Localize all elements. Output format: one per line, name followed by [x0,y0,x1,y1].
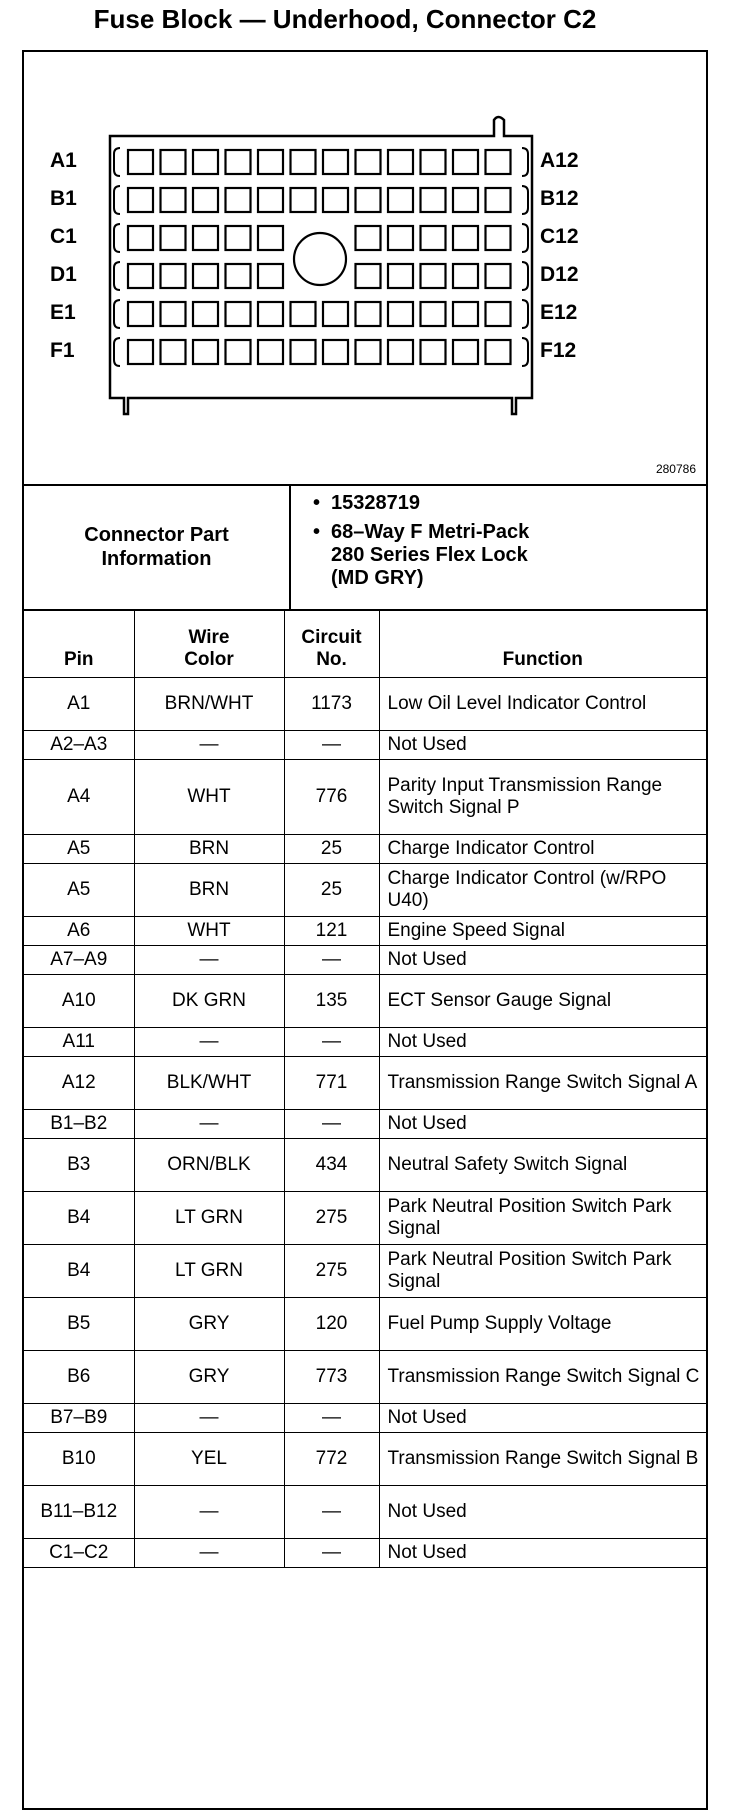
terminal-cavity [356,264,381,288]
row-label-left: E1 [50,301,76,324]
terminal-cavity [161,150,186,174]
connector-face-drawing [24,52,706,484]
terminal-cavity [453,264,478,288]
cell-function: Charge Indicator Control (w/RPO U40) [379,864,706,917]
cell-pin: A6 [24,917,134,946]
terminal-cavity [193,226,218,250]
cell-function: Low Oil Level Indicator Control [379,678,706,731]
cell-function: Charge Indicator Control [379,835,706,864]
terminal-cavity [161,264,186,288]
terminal-cavity [193,340,218,364]
cell-function: Neutral Safety Switch Signal [379,1139,706,1192]
terminal-cavity [486,150,511,174]
table-row [24,760,706,835]
terminal-cavity [193,302,218,326]
terminal-cavity [323,188,348,212]
connector-housing-outline [110,117,532,414]
table-row [24,917,706,946]
cell-circuit: 275 [284,1245,379,1298]
cell-function: Not Used [379,731,706,760]
cell-pin: A7–A9 [24,946,134,975]
row-label-right: D12 [540,263,579,286]
table-row [24,1351,706,1404]
cell-function: Not Used [379,1110,706,1139]
terminal-cavity [226,264,251,288]
left-latch-bracket [114,186,120,214]
connector-info-label-line1: Connector Part [84,523,229,546]
cell-pin: A5 [24,835,134,864]
cell-pin: A4 [24,760,134,835]
table-row [24,678,706,731]
cell-circuit: 25 [284,864,379,917]
cell-function: Transmission Range Switch Signal C [379,1351,706,1404]
header-circuit-line2: No. [316,649,347,670]
cell-circuit: — [284,1539,379,1568]
table-row [24,1057,706,1110]
terminal-cavity [193,264,218,288]
row-label-left: C1 [50,225,77,248]
terminal-cavity [356,340,381,364]
terminal-cavity [388,264,413,288]
part-number: • 15328719 [331,492,706,515]
cell-circuit: — [284,1486,379,1539]
table-row [24,1433,706,1486]
terminal-cavity [388,150,413,174]
cell-circuit: — [284,731,379,760]
terminal-cavity [161,188,186,212]
connector-desc-line2: 280 Series Flex Lock [331,544,528,566]
terminal-cavity [388,188,413,212]
terminal-cavity [453,340,478,364]
cell-function: Not Used [379,1404,706,1433]
cell-pin: B4 [24,1245,134,1298]
cell-pin: B1–B2 [24,1110,134,1139]
row-label-right: B12 [540,187,579,210]
cell-circuit: 135 [284,975,379,1028]
terminal-cavity [388,302,413,326]
cell-wire-color: BRN [134,864,284,917]
terminal-cavity [486,340,511,364]
terminal-cavity [323,340,348,364]
terminal-cavity [421,188,446,212]
left-latch-bracket [114,262,120,290]
header-circuit-no [284,609,379,678]
cell-pin: A5 [24,864,134,917]
terminal-cavity [388,340,413,364]
table-row [24,1404,706,1433]
cell-wire-color: BLK/WHT [134,1057,284,1110]
header-function: Function [379,609,706,678]
cell-wire-color: — [134,1028,284,1057]
cell-function: Transmission Range Switch Signal A [379,1057,706,1110]
cell-circuit: 121 [284,917,379,946]
cell-circuit: 1173 [284,678,379,731]
terminal-cavity [453,150,478,174]
terminal-cavity [291,188,316,212]
center-locking-post [294,233,346,285]
table-row [24,864,706,917]
table-header-row [24,609,706,678]
terminal-cavity [486,264,511,288]
terminal-cavity [356,188,381,212]
cell-wire-color: GRY [134,1351,284,1404]
terminal-cavity [421,226,446,250]
connector-description [331,521,706,590]
header-wire-color-line1: Wire [188,627,230,648]
table-row [24,975,706,1028]
cell-wire-color: LT GRN [134,1245,284,1298]
header-pin: Pin [24,609,134,678]
table-row [24,835,706,864]
terminal-cavity [258,150,283,174]
cell-circuit: — [284,1028,379,1057]
cell-circuit: 776 [284,760,379,835]
figure-number: 280786 [655,462,696,476]
table-row [24,1298,706,1351]
table-row [24,1028,706,1057]
terminal-cavity [128,226,153,250]
table-row [24,1110,706,1139]
terminal-cavity [161,340,186,364]
terminal-cavity [226,302,251,326]
cell-function: Not Used [379,1486,706,1539]
terminal-cavity [356,302,381,326]
row-label-right: F12 [540,339,577,362]
cell-wire-color: ORN/BLK [134,1139,284,1192]
cell-wire-color: YEL [134,1433,284,1486]
cell-pin: A11 [24,1028,134,1057]
terminal-cavity [258,302,283,326]
cell-wire-color: — [134,1539,284,1568]
terminal-cavity [323,150,348,174]
cell-circuit: — [284,946,379,975]
left-latch-bracket [114,338,120,366]
cell-wire-color: WHT [134,760,284,835]
terminal-cavity [388,226,413,250]
cell-wire-color: — [134,1404,284,1433]
cell-function: Parity Input Transmission Range Switch Signal P [379,760,706,835]
cell-wire-color: — [134,1110,284,1139]
cell-circuit: — [284,1404,379,1433]
cell-function: Engine Speed Signal [379,917,706,946]
header-circuit-line1: Circuit [301,627,362,648]
cell-function: Not Used [379,1539,706,1568]
terminal-cavity [128,302,153,326]
cell-function: Park Neutral Position Switch Park Signal [379,1192,706,1245]
connector-info-values [291,484,706,609]
right-latch-bracket [522,262,528,290]
cell-wire-color: BRN/WHT [134,678,284,731]
terminal-cavity [226,150,251,174]
cell-wire-color: DK GRN [134,975,284,1028]
terminal-cavity [421,150,446,174]
terminal-cavity [486,188,511,212]
terminal-cavity [323,302,348,326]
cell-circuit: — [284,1110,379,1139]
cell-pin: B5 [24,1298,134,1351]
cell-pin: B6 [24,1351,134,1404]
terminal-cavity [453,226,478,250]
cell-function: Not Used [379,1028,706,1057]
cell-wire-color: GRY [134,1298,284,1351]
terminal-cavity [291,340,316,364]
terminal-cavity [128,264,153,288]
right-latch-bracket [522,300,528,328]
cell-pin: C1–C2 [24,1539,134,1568]
terminal-cavity [161,226,186,250]
terminal-cavity [258,226,283,250]
cell-wire-color: LT GRN [134,1192,284,1245]
cell-circuit: 772 [284,1433,379,1486]
row-label-left: F1 [50,339,75,362]
cell-function: Park Neutral Position Switch Park Signal [379,1245,706,1298]
terminal-cavity [486,226,511,250]
cell-wire-color: — [134,1486,284,1539]
row-label-right: E12 [540,301,578,324]
terminal-cavity [193,150,218,174]
left-latch-bracket [114,148,120,176]
terminal-cavity [193,188,218,212]
terminal-cavity [226,226,251,250]
terminal-cavity [421,302,446,326]
cell-pin: B3 [24,1139,134,1192]
table-row [24,1139,706,1192]
connector-part-information [24,484,706,611]
terminal-cavity [128,340,153,364]
table-row [24,731,706,760]
connector-desc-line3: (MD GRY) [331,567,424,589]
cell-function: ECT Sensor Gauge Signal [379,975,706,1028]
cell-wire-color: — [134,731,284,760]
terminal-cavity [128,150,153,174]
header-wire-color-line2: Color [184,649,234,670]
page-title: Fuse Block — Underhood, Connector C2 [93,4,597,34]
right-latch-bracket [522,338,528,366]
terminal-cavity [356,150,381,174]
table-row [24,1245,706,1298]
cell-pin: A10 [24,975,134,1028]
row-label-left: B1 [50,187,77,210]
cell-wire-color: BRN [134,835,284,864]
cell-circuit: 120 [284,1298,379,1351]
cell-pin: A12 [24,1057,134,1110]
cell-pin: B10 [24,1433,134,1486]
cell-wire-color: WHT [134,917,284,946]
terminal-cavity [291,150,316,174]
terminal-cavity [453,188,478,212]
cell-function: Fuel Pump Supply Voltage [379,1298,706,1351]
cell-circuit: 25 [284,835,379,864]
terminal-cavity [421,340,446,364]
cell-pin: B11–B12 [24,1486,134,1539]
connector-desc-line1: • 68–Way F Metri-Pack [331,521,530,543]
cell-pin: B7–B9 [24,1404,134,1433]
table-row [24,1486,706,1539]
terminal-cavity [421,264,446,288]
terminal-cavity [291,302,316,326]
left-latch-bracket [114,224,120,252]
right-latch-bracket [522,224,528,252]
table-row [24,1192,706,1245]
terminal-cavity [486,302,511,326]
row-label-right: A12 [540,149,579,172]
pinout-table [24,609,706,1568]
right-latch-bracket [522,186,528,214]
terminal-cavity [258,340,283,364]
cell-circuit: 275 [284,1192,379,1245]
right-latch-bracket [522,148,528,176]
header-wire-color [134,609,284,678]
table-row [24,1539,706,1568]
cell-pin: B4 [24,1192,134,1245]
document-frame [22,50,708,1810]
cell-circuit: 434 [284,1139,379,1192]
row-label-left: A1 [50,149,77,172]
cell-circuit: 771 [284,1057,379,1110]
terminal-cavity [258,188,283,212]
cell-circuit: 773 [284,1351,379,1404]
terminal-cavity [356,226,381,250]
cell-pin: A1 [24,678,134,731]
left-latch-bracket [114,300,120,328]
terminal-cavity [453,302,478,326]
connector-diagram [24,52,706,486]
row-label-right: C12 [540,225,579,248]
cell-function: Not Used [379,946,706,975]
terminal-cavity [161,302,186,326]
terminal-cavity [226,188,251,212]
connector-info-label [24,484,291,609]
row-label-left: D1 [50,263,77,286]
table-row [24,946,706,975]
terminal-cavity [128,188,153,212]
cell-pin: A2–A3 [24,731,134,760]
terminal-cavity [226,340,251,364]
connector-info-label-line2: Information [101,547,212,570]
terminal-cavity [258,264,283,288]
cell-function: Transmission Range Switch Signal B [379,1433,706,1486]
cell-wire-color: — [134,946,284,975]
